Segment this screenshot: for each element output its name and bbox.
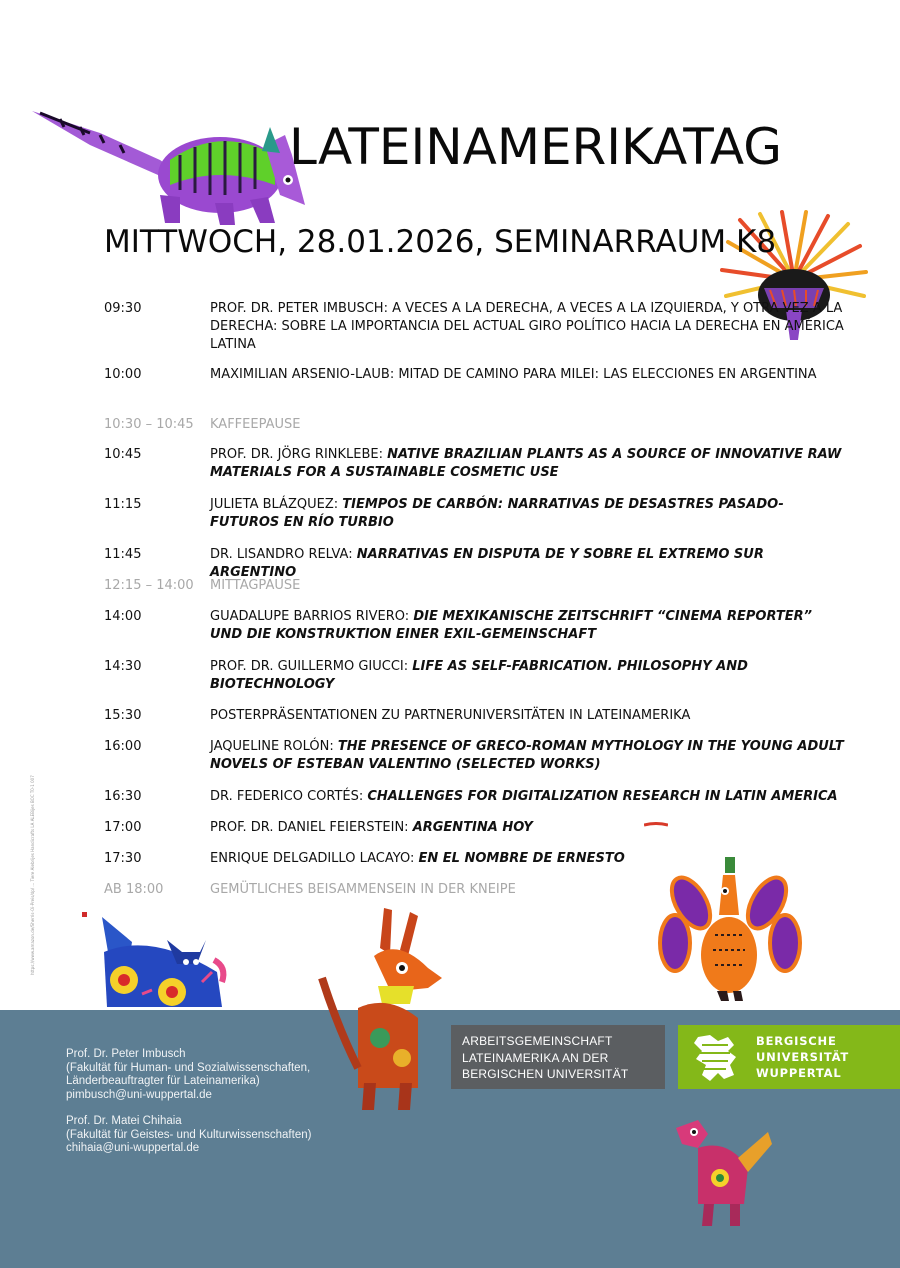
university-name-line: UNIVERSITÄT bbox=[756, 1050, 850, 1064]
schedule-row bbox=[104, 819, 844, 837]
contact-chihaia bbox=[66, 1115, 311, 1156]
schedule-time: 09:30 bbox=[104, 301, 142, 316]
schedule-text bbox=[210, 608, 844, 644]
schedule-time: 12:15 – 14:00 bbox=[104, 578, 194, 593]
talk-title: MITAD DE CAMINO PARA MILEI: LAS ELECCIONES EN ARGENTINA bbox=[398, 367, 817, 382]
schedule-text bbox=[210, 300, 844, 354]
ag-lateinamerika-box bbox=[451, 1025, 665, 1089]
university-name bbox=[756, 1033, 849, 1081]
event-date-location: MITTWOCH, 28.01.2026, SEMINARRAUM K8 bbox=[104, 224, 777, 260]
speaker-name: PROF. DR. GUILLERMO GIUCCI: bbox=[210, 659, 413, 674]
talk-title: NATIVE BRAZILIAN PLANTS AS A SOURCE OF INNOVATIVE RAW MATERIALS FOR A SUSTAINABLE COSMETIC USE bbox=[210, 447, 842, 480]
speaker-name: MITTAGPAUSE bbox=[210, 578, 301, 593]
contact-affiliation: (Fakultät für Geistes- und Kulturwissenschaften) bbox=[66, 1128, 312, 1141]
speaker-name: PROF. DR. PETER IMBUSCH: bbox=[210, 301, 393, 316]
speaker-name: DR. FEDERICO CORTÉS: bbox=[210, 789, 368, 804]
schedule-time: 11:15 bbox=[104, 497, 142, 512]
talk-title: NARRATIVAS EN DISPUTA DE Y SOBRE EL EXTREMO SUR ARGENTINO bbox=[210, 547, 764, 580]
speaker-name: DR. LISANDRO RELVA: bbox=[210, 547, 357, 562]
contact-role: Länderbeauftragter für Lateinamerika) bbox=[66, 1075, 260, 1087]
schedule-time: 11:45 bbox=[104, 547, 142, 562]
schedule-time: 14:00 bbox=[104, 609, 142, 624]
schedule-row bbox=[104, 577, 844, 595]
speaker-name: GUADALUPE BARRIOS RIVERO: bbox=[210, 609, 414, 624]
schedule-text bbox=[210, 850, 844, 868]
talk-title: CHALLENGES FOR DIGITALIZATION RESEARCH IN LATIN AMERICA bbox=[367, 789, 838, 804]
peacock-figure bbox=[655, 855, 805, 1003]
speaker-name: MAXIMILIAN ARSENIO-LAUB: bbox=[210, 367, 399, 382]
contact-name: Prof. Dr. Matei Chihaia bbox=[66, 1115, 182, 1127]
university-name-line: BERGISCHE bbox=[756, 1034, 837, 1048]
schedule-time: 17:30 bbox=[104, 851, 142, 866]
schedule-time: 10:45 bbox=[104, 447, 142, 462]
bird-figure bbox=[668, 1108, 774, 1228]
schedule-time: AB 18:00 bbox=[104, 882, 164, 897]
university-logo bbox=[678, 1025, 900, 1089]
schedule-text bbox=[210, 788, 844, 806]
lion-icon bbox=[688, 1031, 742, 1085]
contact-info bbox=[66, 1048, 311, 1169]
ag-line: LATEINAMERIKA AN DER bbox=[462, 1050, 609, 1065]
talk-title: TIEMPOS DE CARBÓN: NARRATIVAS DE DESASTRES PASADO-FUTUROS EN RÍO TURBIO bbox=[210, 497, 784, 530]
schedule-row bbox=[104, 416, 844, 434]
contact-affiliation: (Fakultät für Human- und Sozialwissenschaften, bbox=[66, 1061, 311, 1074]
talk-title: A VECES A LA DERECHA, A VECES A LA IZQUIERDA, Y OTRA VEZ A LA DERECHA: SOBRE LA IMPORTANCIA DEL ACTUAL GIRO POLÍTICO HACIA LA DERECHA EN AMÉRICA LATINA bbox=[210, 301, 844, 352]
schedule-row bbox=[104, 366, 844, 384]
contact-email[interactable]: pimbusch@uni-wuppertal.de bbox=[66, 1088, 212, 1101]
schedule-time: 17:00 bbox=[104, 820, 142, 835]
schedule-row bbox=[104, 881, 844, 899]
schedule-text bbox=[210, 577, 844, 595]
schedule-text bbox=[210, 738, 844, 774]
image-credit: https://www.amazon.de/Sherris-Oi-Preis/dp/ ... Tiere Alebrijes Handicrafts LA ALEBijes BOC T0-1 007 bbox=[30, 775, 35, 975]
university-name-line: WUPPERTAL bbox=[756, 1066, 842, 1080]
schedule-row bbox=[104, 300, 844, 354]
schedule-row bbox=[104, 707, 844, 725]
schedule-text bbox=[210, 366, 844, 384]
page-title: LATEINAMERIKATAG bbox=[289, 118, 782, 176]
schedule-text bbox=[210, 446, 844, 482]
schedule-time: 10:30 – 10:45 bbox=[104, 417, 194, 432]
schedule-time: 10:00 bbox=[104, 367, 142, 382]
schedule-text bbox=[210, 881, 844, 899]
schedule-row bbox=[104, 446, 844, 482]
contact-imbusch bbox=[66, 1048, 311, 1102]
speaker-name: PROF. DR. DANIEL FEIERSTEIN: bbox=[210, 820, 413, 835]
speaker-name: JULIETA BLÁZQUEZ: bbox=[210, 497, 343, 512]
schedule-row bbox=[104, 738, 844, 774]
speaker-name: PROF. DR. JÖRG RINKLEBE: bbox=[210, 447, 388, 462]
talk-title: THE PRESENCE OF GRECO-ROMAN MYTHOLOGY IN THE YOUNG ADULT NOVELS OF ESTEBAN VALENTINO (SELECTED WORKS) bbox=[210, 739, 844, 772]
schedule-row bbox=[104, 850, 844, 868]
contact-name: Prof. Dr. Peter Imbusch bbox=[66, 1048, 186, 1060]
speaker-name: GEMÜTLICHES BEISAMMENSEIN IN DER KNEIPE bbox=[210, 882, 516, 897]
contact-email[interactable]: chihaia@uni-wuppertal.de bbox=[66, 1142, 200, 1154]
schedule-row bbox=[104, 658, 844, 694]
ag-line: BERGISCHEN UNIVERSITÄT bbox=[462, 1067, 629, 1081]
talk-title: LIFE AS SELF-FABRICATION. PHILOSOPHY AND BIOTECHNOLOGY bbox=[210, 659, 748, 692]
schedule-time: 14:30 bbox=[104, 659, 142, 674]
schedule-text bbox=[210, 819, 844, 837]
talk-title: EN EL NOMBRE DE ERNESTO bbox=[418, 851, 625, 866]
schedule-time: 16:30 bbox=[104, 789, 142, 804]
speaker-name: ENRIQUE DELGADILLO LACAYO: bbox=[210, 851, 419, 866]
speaker-name: JAQUELINE ROLÓN: bbox=[210, 739, 338, 754]
schedule-text bbox=[210, 416, 844, 434]
schedule-row bbox=[104, 608, 844, 644]
speaker-name: POSTERPRÄSENTATIONEN ZU PARTNERUNIVERSITÄTEN IN LATEINAMERIKA bbox=[210, 708, 691, 723]
schedule-row bbox=[104, 788, 844, 806]
talk-title: DIE MEXIKANISCHE ZEITSCHRIFT “CINEMA REPORTER” UND DIE KONSTRUKTION EINER EXIL-GEMEINSCHAFT bbox=[210, 609, 813, 642]
schedule-text bbox=[210, 496, 844, 532]
speaker-name: KAFFEEPAUSE bbox=[210, 417, 301, 432]
armadillo-figure bbox=[30, 105, 310, 230]
cat-figure bbox=[82, 912, 232, 1012]
deer-figure bbox=[318, 908, 446, 1112]
schedule-time: 15:30 bbox=[104, 708, 142, 723]
ag-line: ARBEITSGEMEINSCHAFT bbox=[462, 1034, 613, 1048]
schedule-time: 16:00 bbox=[104, 739, 142, 754]
schedule-text bbox=[210, 658, 844, 694]
schedule-text bbox=[210, 707, 844, 725]
schedule-row bbox=[104, 496, 844, 532]
talk-title: ARGENTINA HOY bbox=[412, 820, 533, 835]
